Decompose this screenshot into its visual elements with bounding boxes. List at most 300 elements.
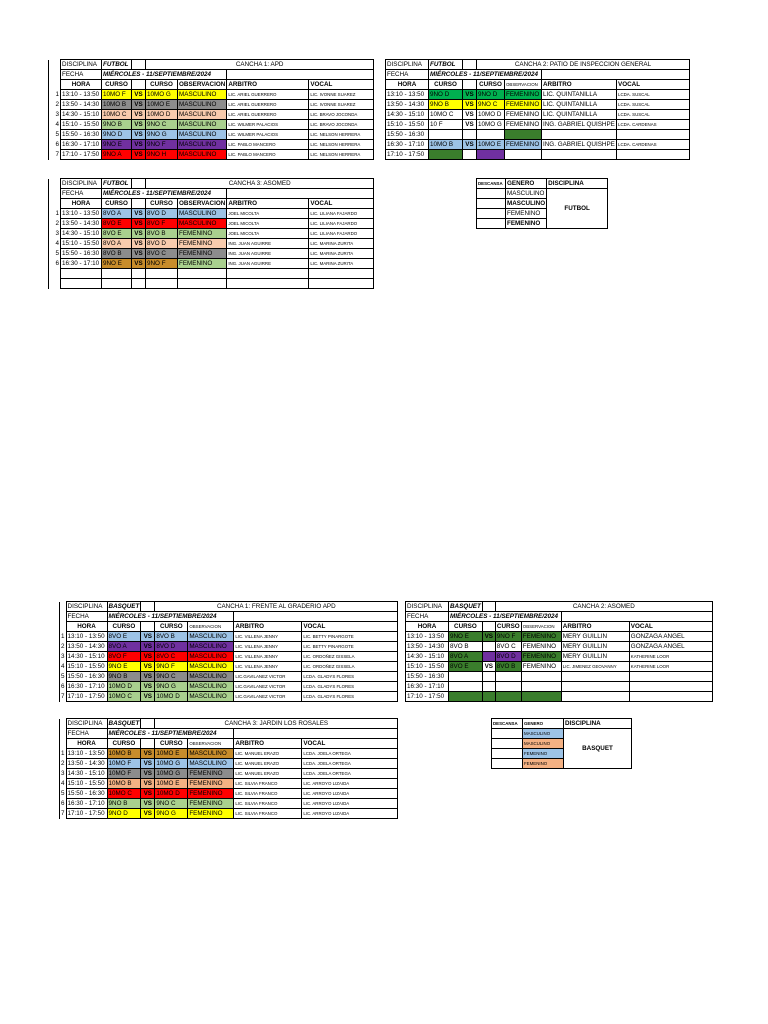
hora-cell: 13:10 - 13:50: [406, 632, 449, 642]
curso-a-cell: 9NO B: [107, 672, 141, 682]
hora-cell: 14:30 - 15:10: [61, 229, 102, 239]
descansa-header-row: [492, 719, 632, 729]
hora-cell: 13:10 - 13:50: [66, 632, 107, 642]
column-header-row: [60, 622, 398, 632]
schedule-row: [60, 759, 398, 769]
observacion-cell: [521, 682, 561, 692]
disciplina-label: DISCIPLINA: [66, 719, 107, 729]
hora-cell: 16:30 - 17:10: [61, 259, 102, 269]
observacion-cell: MASCULINO: [178, 100, 227, 110]
vs-cell: [482, 652, 495, 662]
observacion-cell: FEMENINO: [521, 662, 561, 672]
observacion-cell: FEMENINO: [505, 120, 542, 130]
observacion-header: OBSERVACION: [505, 80, 542, 90]
fecha-value: MIÉRCOLES - 11/SEPTIEMBRE/2024: [102, 189, 227, 199]
fecha-label: FECHA: [386, 70, 429, 80]
curso-b-cell: 8VO C: [495, 642, 521, 652]
observacion-cell: MASCULINO: [188, 692, 234, 702]
arbitro-cell: LIC. SILVIA FRANCO: [234, 809, 302, 819]
curso-b-cell: 10MO E: [155, 779, 188, 789]
hora-cell: 16:30 - 17:10: [66, 799, 107, 809]
vocal-cell: LIC. LILIANA FAJARDO: [309, 219, 374, 229]
hora-cell: 17:10 - 17:50: [386, 150, 429, 160]
curso-a-cell: 8VO E: [449, 662, 483, 672]
curso-header: CURSO: [107, 739, 141, 749]
schedule-row: [49, 140, 374, 150]
genero-cell: MASCULINO: [506, 189, 547, 199]
curso-b-cell: 9NO G: [146, 130, 178, 140]
observacion-cell: FEMENINO: [178, 229, 227, 239]
row-number: 5: [61, 673, 65, 680]
vocal-cell: LIC. BETTY PINARGOTE: [302, 642, 398, 652]
arbitro-header: ARBITRO: [227, 80, 309, 90]
schedule-row: [49, 269, 374, 279]
curso-b-cell: 8VO C: [155, 652, 188, 662]
blank-cell: [463, 60, 477, 70]
observacion-cell: MASCULINO: [188, 632, 234, 642]
vocal-cell: LIC. ARROYO LIZAIDA: [302, 779, 398, 789]
row-number: 4: [61, 663, 65, 670]
observacion-cell: MASCULINO: [188, 749, 234, 759]
column-header-row: [386, 80, 690, 90]
descansa-team-cell: [477, 199, 506, 209]
genero-label: GENERO: [506, 179, 547, 189]
row-number: 3: [49, 229, 61, 239]
observacion-cell: FEMENINO: [521, 632, 561, 642]
observacion-cell: MASCULINO: [178, 150, 227, 160]
header-row-fecha: [60, 612, 398, 622]
curso-b-cell: 10MO G: [477, 120, 505, 130]
schedule-row: [386, 110, 690, 120]
curso-a-cell: 9NO D: [102, 130, 132, 140]
vs-header-cell: [141, 622, 155, 632]
row-number: 5: [49, 130, 61, 140]
curso-b-cell: 10MO D: [477, 110, 505, 120]
arbitro-cell: [227, 269, 309, 279]
hora-cell: 16:30 - 17:10: [406, 682, 449, 692]
genero-cell: FEMENINO: [523, 749, 564, 759]
disciplina-value: BASQUET: [108, 720, 140, 727]
descansa-header-row: [477, 179, 608, 189]
vs-header-cell: [463, 80, 477, 90]
vocal-cell: [629, 692, 712, 702]
vocal-cell: [629, 672, 712, 682]
disciplina-label: DISCIPLINA: [564, 719, 632, 729]
hora-cell: 16:30 - 17:10: [386, 140, 429, 150]
descansa-team-cell: [477, 189, 506, 199]
row-number: 7: [61, 810, 65, 817]
header-row-disciplina: [60, 719, 398, 729]
curso-b-cell: [495, 682, 521, 692]
curso-a-cell: 9NO B: [107, 799, 141, 809]
curso-header: CURSO: [155, 622, 188, 632]
observacion-cell: FEMENINO: [505, 90, 542, 100]
vocal-cell: [309, 279, 374, 289]
descansa-label: DESCANSA: [492, 719, 523, 729]
vs-cell: VS: [141, 632, 155, 642]
fecha-label: FECHA: [66, 729, 107, 739]
observacion-cell: MASCULINO: [178, 140, 227, 150]
observacion-header: OBSERVACION: [179, 81, 226, 88]
hora-cell: 15:50 - 16:30: [61, 130, 102, 140]
arbitro-cell: LIC. ARIEL GUERRERO: [227, 100, 309, 110]
observacion-cell: FEMENINO: [188, 769, 234, 779]
arbitro-cell: ING. GABRIEL QUISHPE: [543, 141, 615, 148]
arbitro-cell: LIC. VILLENA JENNY: [234, 632, 302, 642]
vs-cell: VS: [141, 662, 155, 672]
cancha-title: CANCHA 3: JARDIN LOS ROSALES: [155, 719, 398, 729]
curso-a-cell: 9NO D: [429, 90, 463, 100]
descansa-team-cell: [492, 739, 523, 749]
schedule-row: [60, 779, 398, 789]
vs-cell: VS: [141, 672, 155, 682]
arbitro-cell: ING. JUAN AGUIRRE: [227, 259, 309, 269]
row-number: 6: [49, 140, 61, 150]
observacion-cell: [521, 692, 561, 702]
schedule-row: [386, 100, 690, 110]
curso-b-cell: 10MO G: [146, 90, 178, 100]
genero-cell: FEMENINO: [506, 209, 547, 219]
vs-cell: VS: [132, 150, 146, 160]
vs-cell: VS: [132, 140, 146, 150]
curso-a-cell: 9NO B: [102, 120, 132, 130]
vocal-cell: LIC. NELSON HERRERA: [309, 130, 374, 140]
schedule-row: [60, 662, 398, 672]
row-number: 2: [61, 643, 65, 650]
arbitro-cell: [561, 682, 629, 692]
arbitro-cell: LIC. MANUEL ERAZO: [234, 769, 302, 779]
observacion-cell: FEMENINO: [505, 110, 542, 120]
blank-cell: [234, 612, 398, 622]
header-row-fecha: [49, 189, 374, 199]
vs-cell: [482, 672, 495, 682]
vs-cell: [482, 642, 495, 652]
curso-a-cell: 10MO C: [107, 692, 141, 702]
vs-cell: VS: [132, 110, 146, 120]
curso-a-cell: 10MO B: [107, 779, 141, 789]
hora-cell: 15:50 - 16:30: [61, 249, 102, 259]
vocal-cell: GONZAGA ANGEL: [629, 632, 712, 642]
genero-cell: MASCULINO: [523, 729, 564, 739]
hora-cell: 15:50 - 16:30: [406, 672, 449, 682]
hora-cell: 13:50 - 14:30: [61, 100, 102, 110]
vocal-cell: KATHERINE LOOR: [629, 652, 712, 662]
observacion-cell: FEMENINO: [188, 779, 234, 789]
column-header-row: [60, 739, 398, 749]
vs-cell: VS: [132, 249, 146, 259]
blank-cell: [49, 199, 61, 209]
observacion-cell: MASCULINO: [178, 219, 227, 229]
vs-header-cell: [141, 739, 155, 749]
row-number: 1: [61, 633, 65, 640]
header-row-disciplina: [386, 60, 690, 70]
schedule-row: [49, 209, 374, 219]
fecha-label: FECHA: [61, 70, 102, 80]
vocal-cell: LIC. MARINA ZURITA: [309, 239, 374, 249]
curso-b-cell: 9NO F: [495, 632, 521, 642]
schedule-row: [60, 799, 398, 809]
curso-b-cell: 9NO F: [155, 662, 188, 672]
arbitro-cell: LIC. QUINTANILLA: [542, 90, 617, 100]
curso-b-cell: 8VO B: [146, 229, 178, 239]
arbitro-header: ARBITRO: [227, 199, 309, 209]
observacion-header: OBSERVACION: [188, 622, 234, 632]
vs-cell: VS: [141, 779, 155, 789]
vocal-cell: LIC. LILIANA FAJARDO: [309, 229, 374, 239]
observacion-cell: FEMENINO: [188, 789, 234, 799]
basquet-cancha3-table: [59, 718, 398, 819]
hora-cell: [61, 269, 102, 279]
curso-a-cell: [102, 279, 132, 289]
arbitro-cell: [542, 130, 617, 140]
schedule-row: [49, 110, 374, 120]
header-row-disciplina: [406, 602, 713, 612]
vocal-cell: LCDA. JOELA ORTEGA: [302, 759, 398, 769]
curso-a-cell: 8VO A: [449, 652, 483, 662]
blank-cell: [234, 729, 398, 739]
row-number: 6: [61, 683, 65, 690]
hora-cell: 14:30 - 15:10: [386, 110, 429, 120]
curso-b-cell: [495, 672, 521, 682]
vs-cell: VS: [141, 692, 155, 702]
curso-b-cell: 8VO B: [155, 632, 188, 642]
schedule-row: [49, 259, 374, 269]
header-row-disciplina: [49, 60, 374, 70]
vs-cell: VS: [141, 682, 155, 692]
blank-cell: [49, 80, 61, 90]
cancha-title: CANCHA 2: PATIO DE INSPECCION GENERAL: [477, 60, 690, 70]
curso-header: CURSO: [449, 622, 483, 632]
curso-a-cell: 9NO E: [449, 632, 483, 642]
curso-b-cell: 9NO D: [477, 90, 505, 100]
curso-a-cell: 8VO E: [107, 632, 141, 642]
schedule-row: [386, 130, 690, 140]
descansa-row: [477, 189, 608, 199]
curso-a-cell: 10 F: [429, 120, 463, 130]
disciplina-label: DISCIPLINA: [61, 60, 102, 70]
disciplina-label: DISCIPLINA: [66, 602, 107, 612]
schedule-row: [49, 120, 374, 130]
curso-a-cell: [429, 150, 463, 160]
curso-b-cell: 10MO D: [155, 789, 188, 799]
descansa-team-cell: [492, 759, 523, 769]
hora-cell: 15:10 - 15:50: [386, 120, 429, 130]
vs-cell: VS: [132, 239, 146, 249]
arbitro-cell: LIC.GAVILANEZ VICTOR: [234, 672, 302, 682]
vocal-cell: [617, 150, 690, 160]
curso-a-cell: [449, 672, 483, 682]
header-row-fecha: [60, 729, 398, 739]
hora-header: HORA: [406, 622, 449, 632]
basquet-cancha2-table: [405, 601, 713, 702]
hora-cell: 16:30 - 17:10: [66, 682, 107, 692]
curso-a-cell: 10MO C: [107, 789, 141, 799]
vocal-cell: LIC. BRAVO JOCONDA: [309, 120, 374, 130]
basquet-cancha3-block: [59, 718, 398, 819]
row-number: 2: [49, 219, 61, 229]
hora-cell: 13:50 - 14:30: [66, 759, 107, 769]
curso-b-cell: [146, 269, 178, 279]
vocal-cell: LCDA. JOELA ORTEGA: [302, 769, 398, 779]
hora-cell: 15:10 - 15:50: [66, 662, 107, 672]
vocal-cell: LCDA. GLADYS FLORES: [302, 682, 398, 692]
curso-header: CURSO: [146, 80, 178, 90]
curso-a-cell: 8VO A: [102, 209, 132, 219]
descansa-team-cell: [492, 749, 523, 759]
disciplina-value: BASQUET: [108, 603, 140, 610]
row-number: 6: [61, 800, 65, 807]
curso-a-cell: 10MO D: [107, 682, 141, 692]
curso-header: CURSO: [155, 739, 188, 749]
vocal-cell: LCDA. SUSCAL: [617, 100, 690, 110]
schedule-row: [406, 652, 713, 662]
hora-cell: 15:50 - 16:30: [66, 789, 107, 799]
curso-b-cell: 10MO G: [155, 759, 188, 769]
basquet-cancha2-block: [405, 601, 713, 702]
blank-cell: [227, 70, 374, 80]
observacion-cell: MASCULINO: [188, 672, 234, 682]
basquet-descansa-table: [491, 718, 632, 769]
column-header-row: [49, 80, 374, 90]
arbitro-cell: JOEL MICOLTA: [227, 209, 309, 219]
curso-header: CURSO: [102, 199, 132, 209]
curso-b-cell: 9NO H: [146, 150, 178, 160]
curso-b-cell: 10MO E: [477, 140, 505, 150]
arbitro-cell: LIC. PABLO MANCERO: [227, 140, 309, 150]
vocal-cell: LIC. ARROYO LIZAIDA: [302, 809, 398, 819]
cancha-title: CANCHA 1: APD: [146, 60, 374, 70]
blank-cell: [542, 70, 690, 80]
column-header-row: [406, 622, 713, 632]
arbitro-cell: LIC. MANUEL ERAZO: [234, 759, 302, 769]
curso-b-cell: 9NO C: [155, 672, 188, 682]
row-number: 2: [61, 760, 65, 767]
schedule-row: [60, 672, 398, 682]
hora-cell: 17:10 - 17:50: [66, 692, 107, 702]
curso-a-cell: 9NO E: [107, 662, 141, 672]
header-row-fecha: [49, 70, 374, 80]
vocal-cell: LCDA. SUSCAL: [617, 90, 690, 100]
row-number: 6: [49, 259, 61, 269]
observacion-cell: MASCULINO: [188, 652, 234, 662]
observacion-cell: FEMENINO: [178, 249, 227, 259]
schedule-row: [60, 632, 398, 642]
row-number: [49, 269, 61, 279]
schedule-row: [49, 249, 374, 259]
blank-cell: [49, 189, 61, 199]
hora-cell: 13:50 - 14:30: [66, 642, 107, 652]
arbitro-header: ARBITRO: [234, 739, 302, 749]
hora-header: HORA: [61, 80, 102, 90]
row-number: 4: [49, 239, 61, 249]
vs-header-cell: [132, 80, 146, 90]
arbitro-cell: JOEL MICOLTA: [227, 229, 309, 239]
curso-b-cell: [146, 279, 178, 289]
vocal-cell: [629, 682, 712, 692]
vs-cell: VS: [141, 769, 155, 779]
observacion-cell: [178, 269, 227, 279]
basquet-descansa-block: [491, 718, 632, 769]
curso-a-cell: 8VO E: [102, 219, 132, 229]
observacion-cell: [505, 150, 542, 160]
curso-b-cell: 8VO D: [146, 239, 178, 249]
arbitro-cell: LIC. VILLENA JENNY: [234, 662, 302, 672]
column-header-row: [49, 199, 374, 209]
schedule-row: [60, 769, 398, 779]
vs-cell: [482, 682, 495, 692]
vs-cell: VS: [132, 100, 146, 110]
schedule-row: [49, 219, 374, 229]
observacion-cell: MASCULINO: [178, 209, 227, 219]
curso-b-cell: [495, 692, 521, 702]
schedule-row: [60, 809, 398, 819]
hora-header: HORA: [61, 199, 102, 209]
arbitro-cell: ING. JUAN AGUIRRE: [227, 239, 309, 249]
schedule-row: [60, 642, 398, 652]
curso-a-cell: 8VO F: [107, 652, 141, 662]
vs-cell: VS: [482, 662, 495, 672]
futbol-cancha3-table: [48, 178, 374, 289]
schedule-row: [406, 682, 713, 692]
blank-cell: [132, 60, 146, 70]
hora-cell: 13:10 - 13:50: [66, 749, 107, 759]
arbitro-cell: LIC. QUINTANILLA: [542, 110, 617, 120]
curso-a-cell: 8VO A: [107, 642, 141, 652]
cancha-title: CANCHA 2: ASOMED: [495, 602, 712, 612]
hora-cell: 15:10 - 15:50: [406, 662, 449, 672]
descansa-team-cell: [492, 729, 523, 739]
arbitro-cell: [561, 692, 629, 702]
blank-cell: [141, 602, 155, 612]
schedule-row: [49, 279, 374, 289]
vs-cell: VS: [141, 652, 155, 662]
schedule-row: [60, 682, 398, 692]
vocal-cell: LCDA. GLADYS FLORES: [302, 672, 398, 682]
curso-a-cell: 9NO B: [429, 100, 463, 110]
fecha-label: FECHA: [61, 189, 102, 199]
observacion-cell: MASCULINO: [188, 662, 234, 672]
curso-b-cell: 9NO F: [146, 140, 178, 150]
cancha-title: CANCHA 3: ASOMED: [146, 179, 374, 189]
vs-cell: VS: [463, 110, 477, 120]
curso-a-cell: 9NO E: [102, 259, 132, 269]
vs-cell: [463, 150, 477, 160]
observacion-cell: MASCULINO: [178, 90, 227, 100]
row-number: 4: [49, 120, 61, 130]
vocal-cell: LCDA. GLADYS FLORES: [302, 692, 398, 702]
hora-cell: 14:30 - 15:10: [66, 769, 107, 779]
hora-cell: 17:10 - 17:50: [61, 150, 102, 160]
vs-cell: VS: [132, 130, 146, 140]
vocal-cell: LCDA. CARDENAS: [617, 140, 690, 150]
descansa-team-cell: [477, 219, 506, 229]
schedule-row: [406, 672, 713, 682]
vs-cell: VS: [141, 799, 155, 809]
arbitro-cell: LIC. VILLENA JENNY: [234, 642, 302, 652]
vs-cell: VS: [132, 90, 146, 100]
hora-cell: 14:30 - 15:10: [66, 652, 107, 662]
row-number: 3: [49, 110, 61, 120]
observacion-cell: FEMENINO: [521, 642, 561, 652]
disciplina-label: DISCIPLINA: [61, 179, 102, 189]
arbitro-cell: [542, 150, 617, 160]
vs-cell: VS: [463, 100, 477, 110]
curso-b-cell: 8VO F: [146, 219, 178, 229]
disciplina-label: DISCIPLINA: [386, 60, 429, 70]
hora-cell: 14:30 - 15:10: [61, 110, 102, 120]
vocal-cell: LIC. NELSON HERRERA: [309, 150, 374, 160]
hora-cell: 13:10 - 13:50: [61, 209, 102, 219]
